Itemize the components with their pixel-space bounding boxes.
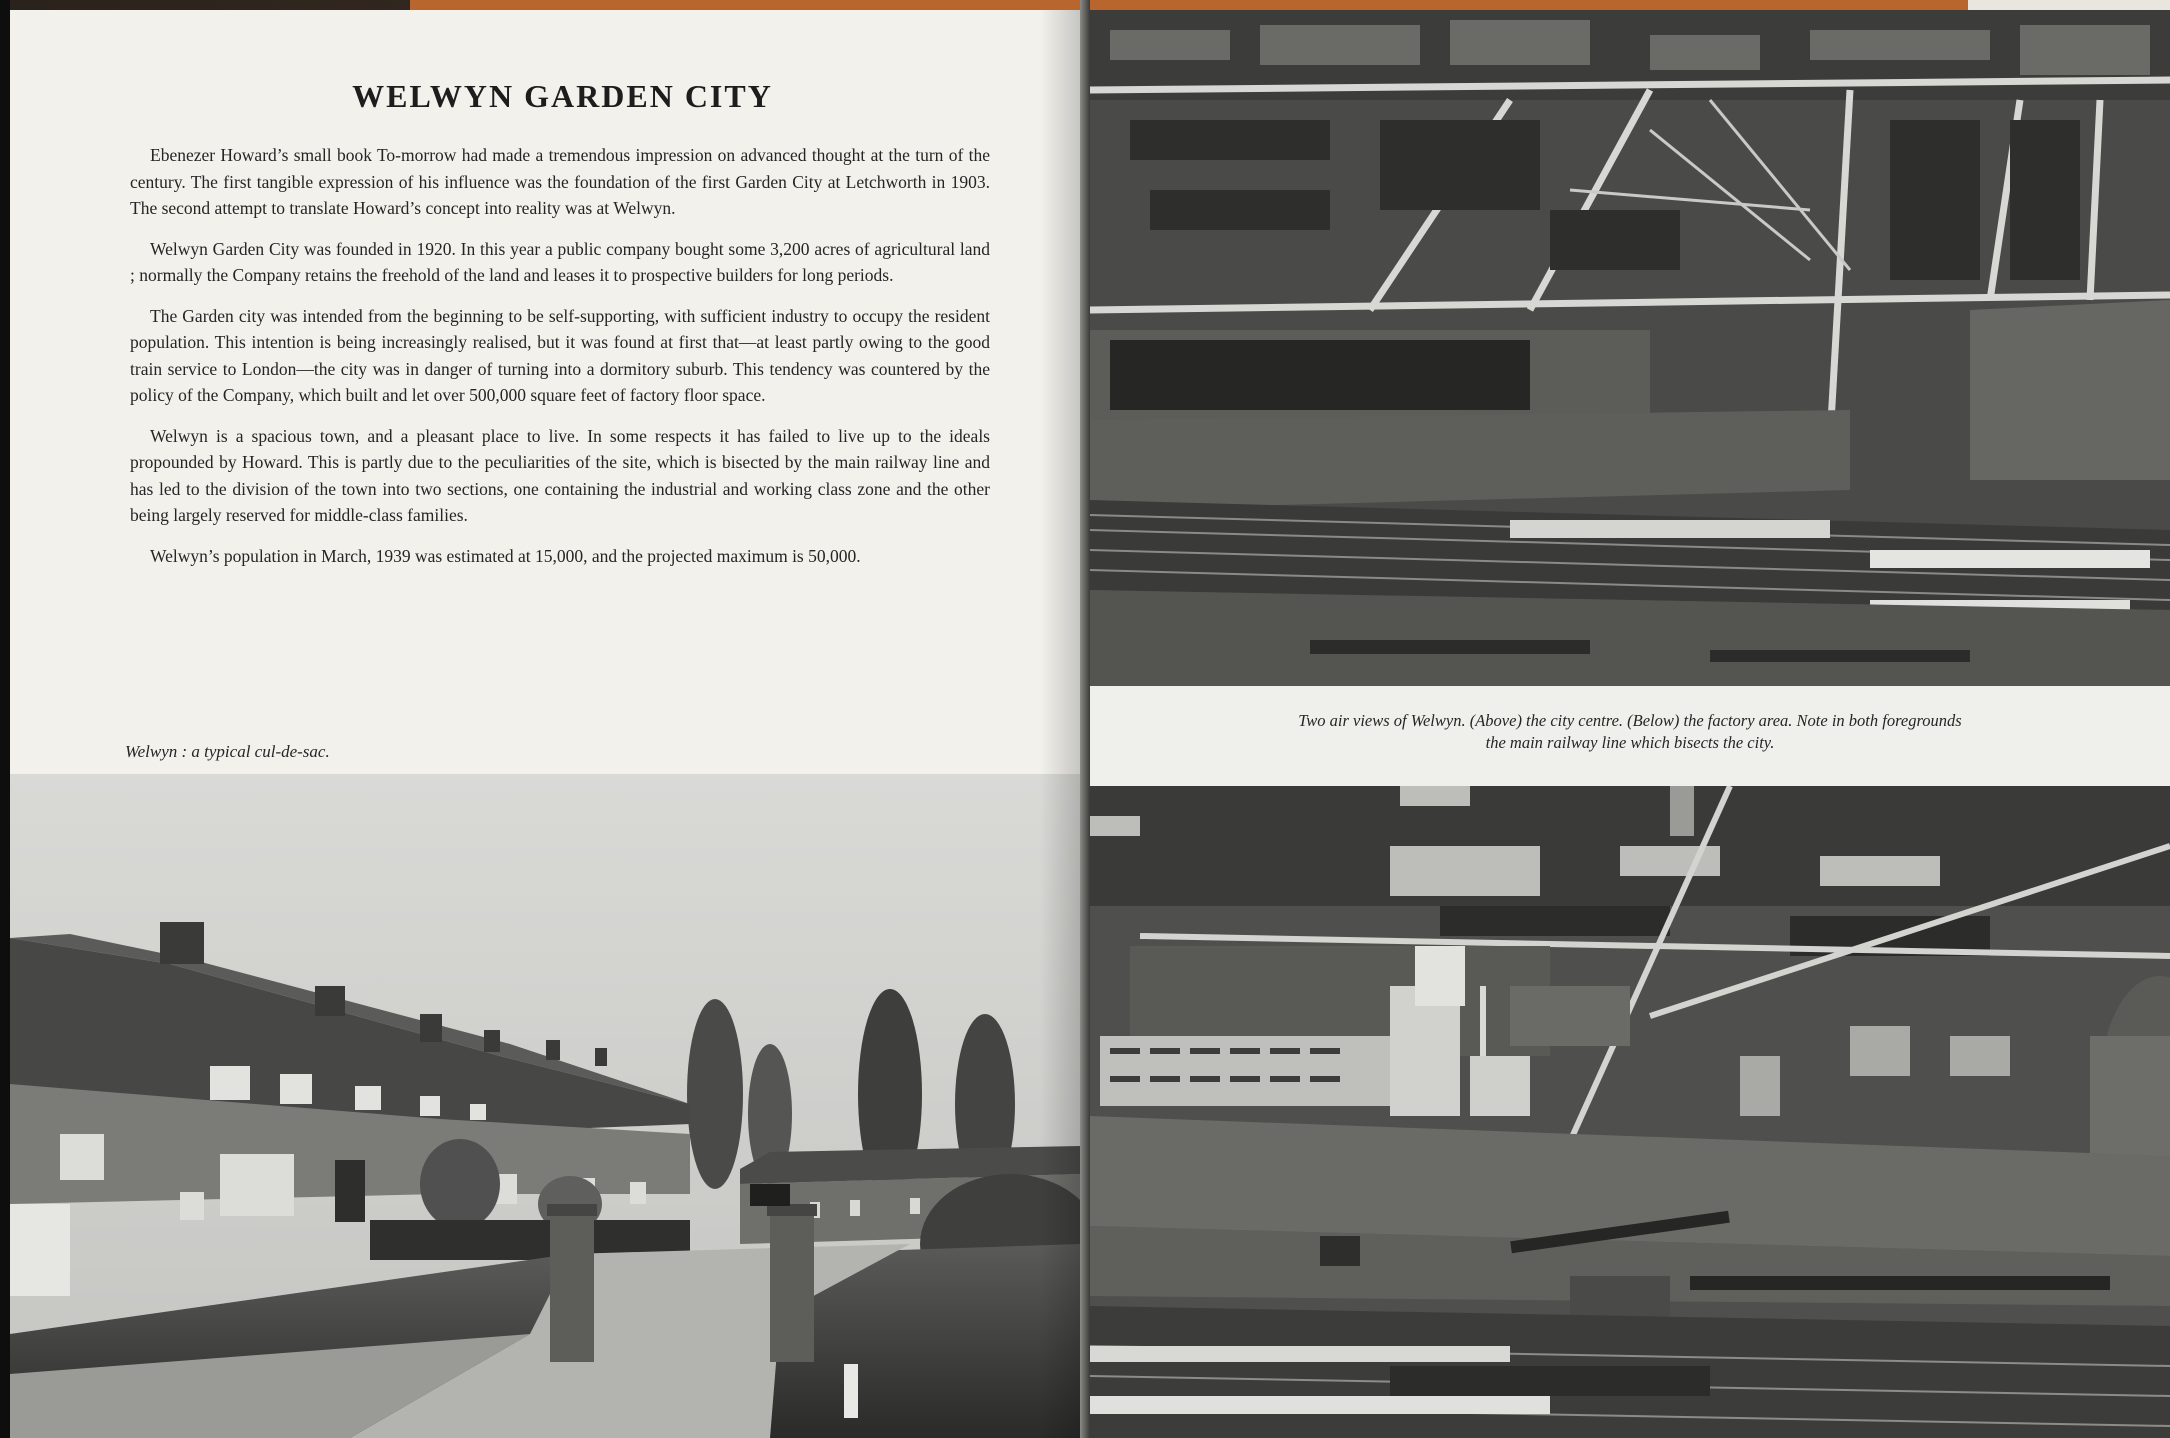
book-gutter bbox=[1080, 0, 1090, 1438]
left-page bbox=[10, 10, 1080, 1438]
caption-line-2: the main railway line which bisects the city. bbox=[1485, 733, 1775, 752]
paragraph-3: The Garden city was intended from the beginning to be self-supporting, with sufficient industry to occupy the resident population. This intention is being increasingly realised, but it was found at first that—at least partly owing to the good train service to London—the city was in danger of turning into a dormitory suburb. This tendency was countered by the policy of the Company, which built and let over 500,000 square feet of factory floor space. bbox=[130, 305, 990, 405]
cul-de-sac-caption: Welwyn : a typical cul-de-sac. bbox=[125, 742, 330, 761]
article-body bbox=[130, 142, 990, 583]
paragraph-2: Welwyn Garden City was founded in 1920. In this year a public company bought some 3,200 acres of agricultural land ; normally the Company retains the freehold of the land and leases it to prospective builders for long periods. bbox=[130, 238, 990, 285]
paragraph-5: Welwyn’s population in March, 1939 was estimated at 15,000, and the projected maximum is 50,000. bbox=[150, 545, 861, 566]
right-page bbox=[1090, 10, 2170, 1438]
factory-area-aerial-photo bbox=[1090, 786, 2170, 1438]
aerial-views-caption bbox=[1090, 710, 2170, 754]
left-page-edge bbox=[0, 0, 10, 1438]
paragraph-1: Ebenezer Howard’s small book To-morrow had made a tremendous impression on advanced thought at the turn of the century. The first tangible expression of his influence was the foundation of the first Garden City at Letchworth in 1903. The second attempt to translate Howard’s concept into reality was at Welwyn. bbox=[130, 145, 990, 218]
city-centre-aerial-photo bbox=[1090, 10, 2170, 686]
cul-de-sac-photo bbox=[10, 774, 1080, 1438]
caption-line-1: Two air views of Welwyn. (Above) the city centre. (Below) the factory area. Note in both foregrounds bbox=[1298, 711, 1962, 730]
page-title: WELWYN GARDEN CITY bbox=[352, 78, 773, 114]
paragraph-4: Welwyn is a spacious town, and a pleasant place to live. In some respects it has failed to live up to the ideals propounded by Howard. This is partly due to the peculiarities of the site, which is bisected by the main railway line and has led to the division of the town into two sections, one containing the industrial and working class zone and the other being largely reserved for middle-class families. bbox=[130, 425, 990, 525]
